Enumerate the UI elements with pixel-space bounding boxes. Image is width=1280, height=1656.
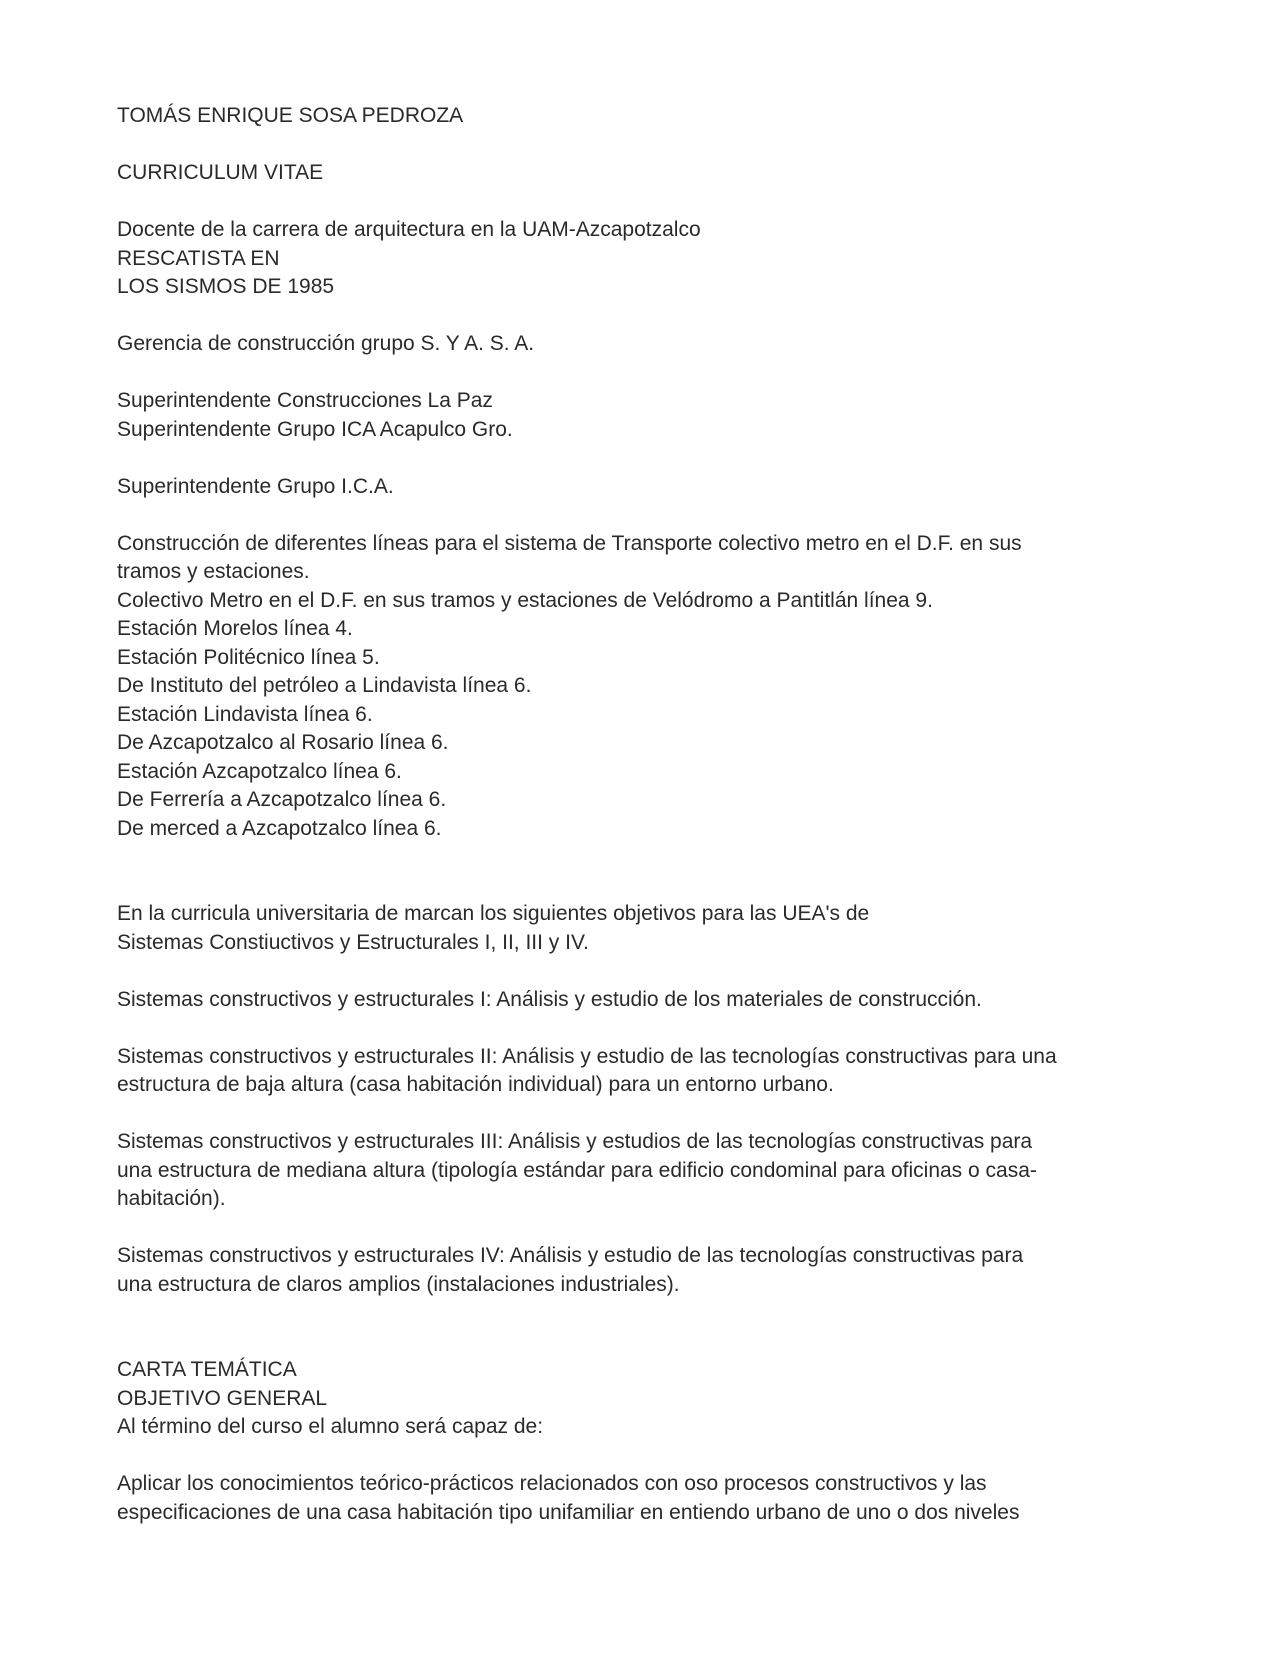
objective-line: Sistemas constructivos y estructurales III: Análisis y estudios de las tecnologías constructivas para bbox=[117, 1130, 1033, 1153]
metro-line: Estación Morelos línea 4. bbox=[117, 617, 353, 640]
experience-line: Gerencia de construcción grupo S. Y A. S. A. bbox=[117, 332, 535, 355]
spacer bbox=[117, 501, 1177, 530]
carta-title: CARTA TEMÁTICA bbox=[117, 1358, 297, 1381]
metro-line: Estación Lindavista línea 6. bbox=[117, 702, 373, 726]
objective-line: una estructura de claros amplios (instalaciones industriales). bbox=[117, 1272, 680, 1296]
metro-line: Estación Azcapotzalco línea 6. bbox=[117, 759, 402, 783]
intro-line: Docente de la carrera de arquitectura en la UAM-Azcapotzalco bbox=[117, 218, 701, 241]
metro-line: Construcción de diferentes líneas para el sistema de Transporte colectivo metro en el D.F. en sus bbox=[117, 531, 1022, 555]
experience-line: Superintendente Construcciones La Paz bbox=[117, 389, 493, 412]
objective-line: estructura de baja altura (casa habitación individual) para un entorno urbano. bbox=[117, 1073, 834, 1096]
curricula-line: En la curricula universitaria de marcan los siguientes objetivos para las UEA's de bbox=[117, 902, 870, 925]
spacer bbox=[117, 188, 1177, 217]
spacer bbox=[117, 1299, 1177, 1328]
curricula-line: Sistemas Constiuctivos y Estructurales I, II, III y IV. bbox=[117, 930, 589, 954]
metro-line: tramos y estaciones. bbox=[117, 560, 310, 583]
intro-line: LOS SISMOS DE 1985 bbox=[117, 275, 335, 298]
metro-line: De Instituto del petróleo a Lindavista línea 6. bbox=[117, 674, 532, 697]
spacer bbox=[117, 872, 1177, 901]
spacer bbox=[117, 1328, 1177, 1357]
spacer bbox=[117, 302, 1177, 331]
spacer bbox=[117, 131, 1177, 160]
objective-line: habitación). bbox=[117, 1187, 226, 1210]
spacer bbox=[117, 1014, 1177, 1043]
author-name: TOMÁS ENRIQUE SOSA PEDROZA bbox=[117, 104, 464, 127]
objective-line: Sistemas constructivos y estructurales IV: Análisis y estudio de las tecnologías constructivas para bbox=[117, 1244, 1024, 1267]
spacer bbox=[117, 843, 1177, 872]
experience-line: Superintendente Grupo I.C.A. bbox=[117, 474, 394, 498]
objective-line: una estructura de mediana altura (tipología estándar para edificio condominal para oficinas o casa- bbox=[117, 1158, 1037, 1182]
spacer bbox=[117, 1442, 1177, 1471]
objective-line: Sistemas constructivos y estructurales I: Análisis y estudio de los materiales de construcción. bbox=[117, 987, 982, 1011]
spacer bbox=[117, 359, 1177, 388]
intro-line: RESCATISTA EN bbox=[117, 246, 280, 270]
metro-line: Estación Politécnico línea 5. bbox=[117, 645, 380, 669]
carta-line: Al término del curso el alumno será capaz de: bbox=[117, 1415, 544, 1438]
cv-title: CURRICULUM VITAE bbox=[117, 161, 324, 184]
objective-line: Sistemas constructivos y estructurales II: Análisis y estudio de las tecnologías constructivas para una bbox=[117, 1044, 1057, 1068]
metro-line: De Azcapotzalco al Rosario línea 6. bbox=[117, 731, 449, 754]
carta-line: Aplicar los conocimientos teórico-prácticos relacionados con oso procesos constructivos y las bbox=[117, 1472, 987, 1495]
metro-line: De merced a Azcapotzalco línea 6. bbox=[117, 816, 442, 840]
spacer bbox=[117, 444, 1177, 473]
metro-line: Colectivo Metro en el D.F. en sus tramos y estaciones de Velódromo a Pantitlán línea 9. bbox=[117, 588, 933, 612]
experience-line: Superintendente Grupo ICA Acapulco Gro. bbox=[117, 417, 513, 441]
spacer bbox=[117, 1100, 1177, 1129]
carta-line: especificaciones de una casa habitación tipo unifamiliar en entiendo urbano de uno o dos niveles bbox=[117, 1500, 1020, 1524]
objetivo-general-heading: OBJETIVO GENERAL bbox=[117, 1386, 328, 1410]
metro-line: De Ferrería a Azcapotzalco línea 6. bbox=[117, 788, 447, 811]
document-body bbox=[117, 102, 1177, 1527]
spacer bbox=[117, 1214, 1177, 1243]
spacer bbox=[117, 957, 1177, 986]
